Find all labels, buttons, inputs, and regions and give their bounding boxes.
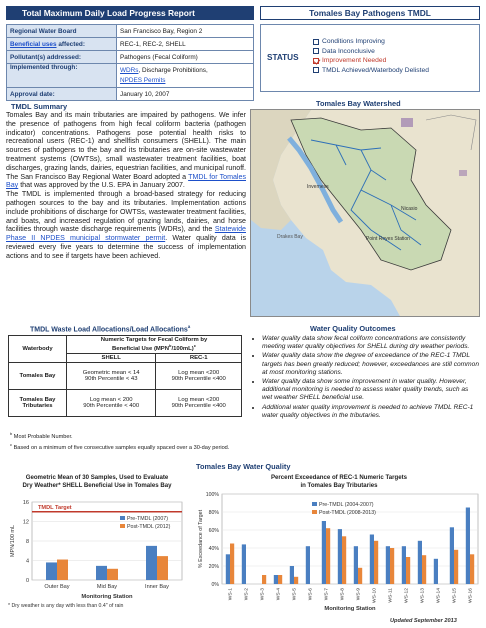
- status-label: STATUS: [267, 53, 299, 62]
- footnote-marker: c: [10, 441, 12, 447]
- x-tick-label: WS-16: [468, 588, 474, 603]
- legend-label: Post-TMDL (2012): [127, 524, 171, 530]
- cell-line: 90th Percentile < 43: [84, 375, 138, 382]
- chart-title-line: Geometric Mean of 30 Samples, Used to Evaluate: [25, 474, 169, 481]
- footnote-text: Most Probable Number.: [13, 433, 73, 440]
- map-label: Nicasio: [401, 206, 418, 212]
- legend-swatch: [312, 510, 317, 514]
- legend-label: Post-TMDL (2008-2013): [319, 510, 376, 516]
- cell-line: Log mean <200: [178, 369, 220, 376]
- x-tick-label: WS-11: [388, 588, 394, 603]
- x-tick-label: WS-4: [276, 588, 282, 601]
- col-targets-text: /100mL): [171, 345, 194, 352]
- cell-line: Geometric mean < 14: [82, 369, 140, 376]
- info-row: [7, 88, 254, 101]
- col-targets-text: Numeric Targets for Fecal Coliform by: [100, 337, 208, 343]
- shell-chart: [6, 490, 188, 622]
- summary-text-span: that was approved by the U.S. EPA in January 2007.: [18, 181, 185, 190]
- footnote-text: Based on a minimum of five consecutive samples equally spaced over a 30-day period.: [13, 444, 230, 451]
- bar: [406, 557, 410, 584]
- bar: [146, 546, 157, 580]
- bar: [434, 559, 438, 584]
- outcome-item: • Water quality data show fecal coliform concentrations are consistently meeting water quality objectives for SHELL during dry weather periods.: [262, 335, 480, 351]
- bar: [326, 528, 330, 584]
- table-footnotes: [10, 430, 244, 452]
- cell-waterbody: Tomales Bay Tributaries: [9, 389, 67, 416]
- info-key: Implemented through:: [7, 64, 117, 88]
- footnote-marker: a: [187, 324, 191, 329]
- cell-shell: [67, 362, 156, 389]
- status-option: [313, 37, 429, 47]
- outcome-item: • Water quality data show the degree of exceedance of the REC-1 TMDL targets has been greatly reduced; however, exceedances are still common at most monitoring stations.: [262, 352, 480, 377]
- bar: [358, 568, 362, 584]
- waste-load-table: [8, 335, 242, 417]
- bar: [242, 544, 246, 584]
- bar: [226, 554, 230, 584]
- stormwater-permit-link[interactable]: Statewide Phase II NPDES municipal stormwater permit: [6, 225, 246, 243]
- summary-paragraph: [6, 190, 246, 260]
- chart-footnote: * Dry weather is any day with less than 0.4" of rain: [8, 603, 124, 609]
- checked-checkbox-icon: [313, 58, 319, 64]
- x-tick-label: WS-13: [420, 588, 426, 603]
- x-tick-label: WS-1: [228, 588, 234, 601]
- info-key: Pollutant(s) addressed:: [7, 51, 117, 64]
- tmdl-title: Tomales Bay Pathogens TMDL: [309, 8, 431, 18]
- cell-line: 90th Percentile <400: [171, 402, 226, 409]
- bar: [466, 508, 470, 585]
- info-key: [7, 38, 117, 51]
- x-axis-label: Monitoring Station: [324, 606, 376, 612]
- bar: [157, 556, 168, 580]
- cell-waterbody: Tomales Bay: [9, 362, 67, 389]
- table-row: [9, 362, 242, 389]
- outcome-item: • Water quality data show some improvement in water quality. However, additional monitoring is needed to assess water quality trends, such as wet weather SHELL beneficial use.: [262, 378, 480, 403]
- footnote-marker: b: [10, 431, 13, 436]
- y-tick-label: 80%: [208, 510, 219, 516]
- info-key-rest: affected:: [56, 40, 85, 48]
- col-waterbody: Waterbody: [9, 336, 67, 363]
- bar: [96, 566, 107, 580]
- info-value-rest: , Discharge Prohibitions,: [138, 66, 208, 74]
- bar: [262, 575, 266, 584]
- bar: [290, 566, 294, 584]
- status-options: [313, 37, 429, 75]
- status-option: [313, 47, 429, 57]
- info-value: REC-1, REC-2, SHELL: [117, 38, 254, 51]
- legend-label: Pre-TMDL (2007): [127, 516, 169, 522]
- watershed-map-graphic: [251, 110, 480, 317]
- y-tick-label: 8: [25, 539, 29, 545]
- col-numeric-targets: [67, 336, 242, 354]
- table-header-row: [9, 336, 242, 354]
- update-date: Updated September 2013: [390, 618, 457, 624]
- bar: [422, 555, 426, 584]
- col-rec1: REC-1: [156, 353, 242, 362]
- bar: [46, 562, 57, 580]
- footnote-marker: b: [169, 343, 172, 348]
- status-box: [260, 24, 480, 92]
- shell-chart-panel: [6, 472, 188, 618]
- watershed-map: [250, 109, 480, 317]
- info-value: Pathogens (Fecal Coliform): [117, 51, 254, 64]
- bar: [294, 577, 298, 584]
- bar: [322, 521, 326, 584]
- cell-rec1: [156, 362, 242, 389]
- y-tick-label: 0%: [211, 582, 219, 588]
- x-tick-label: Mid Bay: [96, 584, 118, 590]
- info-row: [7, 51, 254, 64]
- wdrs-link[interactable]: WDRs: [120, 66, 139, 74]
- tmdl-title-box: [260, 6, 480, 20]
- legend-label: Pre-TMDL (2004-2007): [319, 502, 374, 508]
- bar: [402, 546, 406, 584]
- bar: [470, 554, 474, 584]
- beneficial-uses-link[interactable]: Beneficial uses: [10, 40, 57, 48]
- x-tick-label: WS-6: [308, 588, 314, 601]
- x-tick-label: WS-2: [244, 588, 250, 601]
- checkbox-icon: [313, 39, 319, 45]
- map-title: Tomales Bay Watershed: [316, 99, 401, 108]
- y-tick-label: 4: [25, 558, 29, 565]
- info-value: [117, 64, 254, 88]
- report-title: Total Maximum Daily Load Progress Report: [22, 8, 195, 18]
- chart-title-line: Percent Exceedance of REC-1 Numeric Targets: [270, 474, 408, 481]
- cell-line: 90th Percentile < 400: [83, 402, 140, 409]
- cell-line: 90th Percentile <400: [171, 375, 226, 382]
- legend-swatch: [120, 516, 125, 520]
- bar: [230, 544, 234, 585]
- map-label: Inverness: [307, 184, 329, 190]
- waste-table-title: [30, 324, 190, 333]
- info-key: Regional Water Board: [7, 25, 117, 38]
- footnote: [10, 430, 244, 441]
- bar: [418, 541, 422, 584]
- x-tick-label: WS-8: [340, 588, 346, 601]
- y-tick-label: 100%: [205, 492, 219, 498]
- bar: [450, 527, 454, 584]
- summary-text-span: Tomales Bay and its main tributaries are impaired by pathogens. We infer the presence of pathogens from high fecal coliform bacteria (pathogen indicator) concentrations. Pathogens pose potential health risks to recreational users (REC-1) and shellfish consumers (SHELL). The main sources of pathogens to the bay and its tributaries are on-site wastewater treatment systems (OWTSs), small wastewater treatment facilities, boat discharges, grazing lands, dairies, equestrian facilities, and municipal runoff. The San Francisco Bay Regional Water Board adopted a: [6, 111, 246, 181]
- rec1-chart: [194, 490, 484, 614]
- bar: [370, 535, 374, 585]
- x-tick-label: WS-5: [292, 588, 298, 601]
- npdes-permits-link[interactable]: NPDES Permits: [120, 76, 166, 84]
- x-tick-label: Outer Bay: [44, 584, 70, 590]
- y-tick-label: 0: [25, 578, 29, 584]
- table-row: [9, 389, 242, 416]
- footnote: [10, 441, 244, 452]
- x-tick-label: WS-10: [372, 588, 378, 603]
- map-label: Drakes Bay: [277, 234, 303, 240]
- summary-text: [6, 111, 246, 261]
- report-title-bar: [6, 6, 254, 20]
- legend-swatch: [120, 524, 125, 528]
- summary-text-span: . Water quality data is reviewed every five years to determine the success of implementation actions and to see if targets have been achieved.: [6, 234, 246, 260]
- bar: [274, 575, 278, 584]
- footnote-marker: c: [193, 343, 196, 348]
- chart-title: [194, 474, 484, 489]
- info-row: [7, 64, 254, 88]
- summary-text-span: The TMDL is implemented through a broad-based strategy for reducing pathogen sources to the bay and its tributaries. Implementation actions include prohibitions of discharge for OWTSs, wastewater treatment facilities, and boats, and increased regulation of grazing lands, dairies, and horse facilities through waste discharge requirements (WDRs), and the: [6, 190, 246, 234]
- info-value: San Francisco Bay, Region 2: [117, 25, 254, 38]
- bar: [386, 546, 390, 584]
- bar: [390, 548, 394, 584]
- waste-table-title-text: TMDL Waste Load Allocations/Load Allocations: [30, 326, 188, 334]
- x-tick-label: WS-15: [452, 588, 458, 603]
- cell-rec1: [156, 389, 242, 416]
- bar: [306, 546, 310, 584]
- bar: [454, 550, 458, 584]
- y-tick-label: 20%: [208, 564, 219, 570]
- summary-title: TMDL Summary: [11, 102, 68, 111]
- bar: [107, 569, 118, 580]
- info-key: Approval date:: [7, 88, 117, 101]
- info-value: January 10, 2007: [117, 88, 254, 101]
- legend-swatch: [312, 502, 317, 506]
- bar: [354, 546, 358, 584]
- outcome-item: • Additional water quality improvement is needed to achieve TMDL REC-1 water quality objectives in the tributaries.: [262, 404, 480, 420]
- status-option-label: Conditions Improving: [322, 38, 385, 46]
- y-tick-label: 12: [22, 519, 29, 526]
- status-option-label: Improvement Needed: [322, 57, 387, 65]
- bar: [342, 536, 346, 584]
- rec1-chart-panel: [194, 472, 484, 618]
- x-axis-label: Monitoring Station: [81, 594, 133, 600]
- status-option-label: Data Inconclusive: [322, 47, 375, 55]
- chart-title: [6, 474, 188, 489]
- info-row: [7, 25, 254, 38]
- outcomes-title: Water Quality Outcomes: [310, 324, 396, 333]
- status-option: [313, 66, 429, 76]
- x-tick-label: WS-9: [356, 588, 362, 601]
- cell-line: Log mean <200: [178, 396, 220, 403]
- summary-paragraph: [6, 111, 246, 190]
- bar: [278, 575, 282, 584]
- status-option: [313, 56, 429, 66]
- map-label: Point Reyes Station: [366, 236, 410, 242]
- outcomes-list: [252, 335, 480, 421]
- bar: [57, 560, 68, 580]
- cell-line: Log mean < 200: [89, 396, 133, 403]
- col-targets-text: Beneficial Use (MPN: [112, 345, 169, 352]
- x-tick-label: WS-14: [436, 588, 442, 603]
- checkbox-icon: [313, 48, 319, 54]
- x-tick-label: WS-7: [324, 588, 330, 601]
- y-tick-label: 16: [22, 500, 29, 506]
- checkbox-icon: [313, 67, 319, 73]
- x-tick-label: Inner Bay: [145, 584, 169, 590]
- y-axis-label: % Exceedance of Target: [198, 509, 204, 569]
- col-shell: SHELL: [67, 353, 156, 362]
- bar: [338, 529, 342, 584]
- info-table: [6, 24, 254, 101]
- y-axis-label: MPN/100 mL: [10, 524, 16, 558]
- tmdl-tomales-bay-link[interactable]: TMDL for Tomales Bay: [6, 172, 246, 190]
- x-tick-label: WS-12: [404, 588, 410, 603]
- info-row: [7, 38, 254, 51]
- x-tick-label: WS-3: [260, 588, 266, 601]
- water-quality-title: Tomales Bay Water Quality: [196, 462, 291, 471]
- y-tick-label: 60%: [208, 528, 219, 534]
- status-option-label: TMDL Achieved/Waterbody Delisted: [322, 66, 429, 74]
- bar: [374, 541, 378, 584]
- cell-shell: [67, 389, 156, 416]
- chart-title-line: Dry Weather* SHELL Beneficial Use in Tomales Bay: [22, 481, 172, 489]
- chart-title-line: in Tomales Bay Tributaries: [300, 481, 378, 489]
- y-tick-label: 40%: [208, 546, 219, 552]
- target-label: TMDL Target: [38, 504, 72, 511]
